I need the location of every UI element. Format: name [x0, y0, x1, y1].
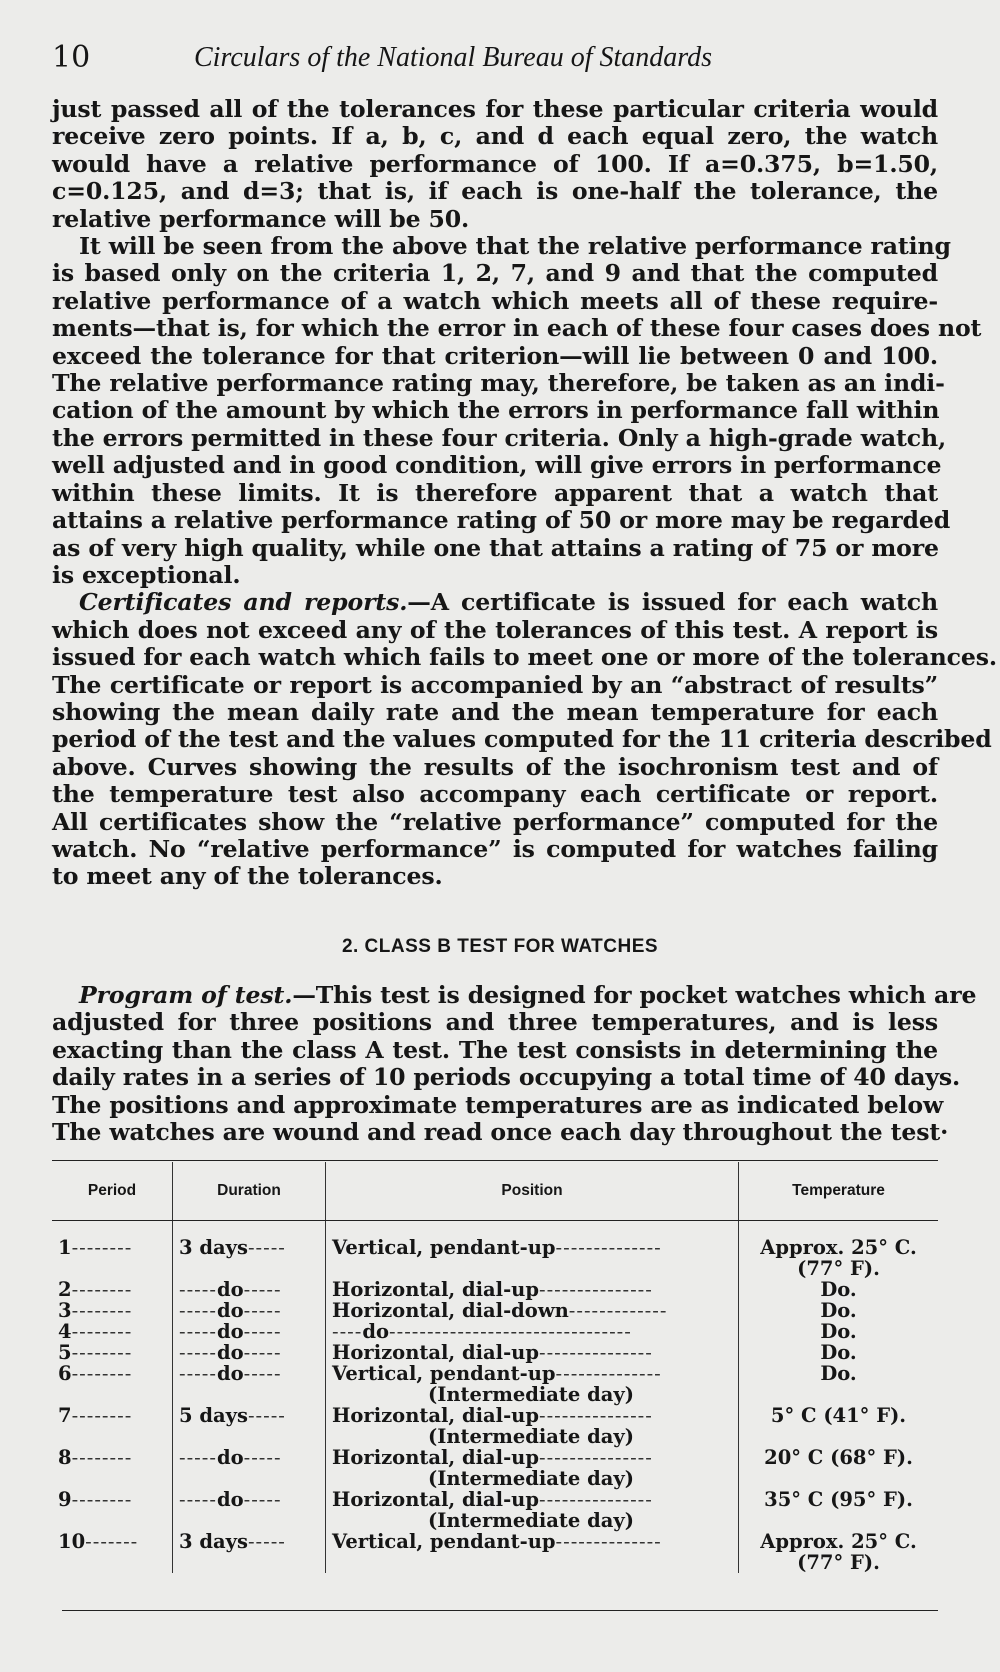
text-line: exacting than the class A test. The test consists in determining the [52, 1035, 938, 1064]
table-row [52, 1531, 938, 1573]
position-line [332, 1530, 662, 1553]
dot-leader: ----- [179, 1341, 217, 1364]
position-value: Horizontal, dial-up [332, 1278, 539, 1301]
dot-leader: ----- [179, 1299, 217, 1322]
duration-value: 3 days [179, 1236, 248, 1259]
dot-leader: ----- [179, 1362, 217, 1385]
dot-leader: ----- [243, 1341, 282, 1364]
table-row [52, 1489, 938, 1531]
col-header-duration: Duration [173, 1162, 326, 1221]
text-line: showing the mean daily rate and the mean temperature for each [52, 697, 938, 726]
period-value: 3 [58, 1299, 72, 1322]
position-line [332, 1299, 667, 1322]
temperature-value: 20° C (68° F). [764, 1446, 913, 1469]
cell-duration [173, 1489, 326, 1531]
temperature-value: Do. [820, 1320, 857, 1343]
cell-position [326, 1363, 739, 1405]
cell-position [326, 1489, 739, 1531]
cell-duration [173, 1321, 326, 1342]
cell-temperature [739, 1279, 939, 1300]
text-line: issued for each watch which fails to meet one or more of the tolerances. [52, 643, 997, 672]
period-value: 2 [58, 1278, 72, 1301]
temperature-value: Approx. 25° C. [760, 1530, 917, 1553]
page-number: 10 [52, 40, 91, 75]
running-title: Circulars of the National Bureau of Standards [194, 42, 713, 73]
position-line [332, 1404, 653, 1427]
text-line: relative performance will be 50. [52, 204, 470, 233]
cell-temperature [739, 1342, 939, 1363]
dot-leader: ----- [179, 1446, 217, 1469]
table-row [52, 1342, 938, 1363]
dot-leader: -------- [71, 1488, 133, 1511]
period-value: 5 [58, 1341, 72, 1364]
text-line: receive zero points. If a, b, c, and d each equal zero, the watch [52, 122, 938, 151]
paragraph-program [52, 981, 977, 1147]
text-line: within these limits. It is therefore apparent that a watch that [52, 478, 938, 507]
dot-leader: -------- [71, 1299, 133, 1322]
dot-leader: --------------- [539, 1488, 653, 1511]
position-value: Horizontal, dial-down [332, 1299, 569, 1322]
text-line: ments—that is, for which the error in each of these four cases does not [52, 314, 982, 343]
dot-leader: --------------- [539, 1404, 653, 1427]
dot-leader: -------- [71, 1404, 133, 1427]
dot-leader: -------- [71, 1278, 133, 1301]
period-value: 6 [58, 1362, 72, 1385]
text-line: The certificate or report is accompanied by an “abstract of results” [52, 670, 938, 699]
position-value: do [362, 1320, 390, 1343]
position-value: Vertical, pendant-up [332, 1236, 556, 1259]
dot-leader: --------------- [539, 1278, 653, 1301]
duration-value: do [216, 1488, 244, 1511]
temperature-value: Do. [820, 1278, 857, 1301]
cell-temperature [739, 1321, 939, 1342]
table-row [52, 1321, 938, 1342]
dot-leader: ----- [243, 1320, 282, 1343]
text-line: The relative performance rating may, therefore, be taken as an indi- [52, 369, 945, 398]
cell-position [326, 1447, 739, 1489]
period-value: 4 [58, 1320, 72, 1343]
dot-leader: -------------- [555, 1362, 662, 1385]
dot-leader: ----- [243, 1362, 282, 1385]
table-row [52, 1300, 938, 1321]
cell-duration [173, 1363, 326, 1405]
dot-leader: ----- [243, 1488, 282, 1511]
cell-position [326, 1321, 739, 1342]
text-line: exceed the tolerance for that criterion—will lie between 0 and 100. [52, 341, 938, 370]
cell-position [326, 1531, 739, 1573]
program-text [52, 981, 977, 1147]
period-value: 7 [58, 1404, 72, 1427]
position-value: Horizontal, dial-up [332, 1341, 539, 1364]
duration-value: do [216, 1362, 244, 1385]
dot-leader: -------------- [555, 1530, 662, 1553]
cell-period [52, 1221, 173, 1280]
dot-leader: -------- [71, 1362, 133, 1385]
dot-leader: ----- [247, 1404, 286, 1427]
col-header-temperature: Temperature [739, 1162, 939, 1221]
table-row [52, 1279, 938, 1300]
duration-value: do [216, 1278, 244, 1301]
dot-leader: -------- [71, 1341, 133, 1364]
period-value: 9 [58, 1488, 72, 1511]
col-header-position: Position [326, 1162, 739, 1221]
position-value: Horizontal, dial-up [332, 1404, 539, 1427]
text-line: attains a relative performance rating of 50 or more may be regarded [52, 506, 951, 535]
temperature-value: Do. [820, 1341, 857, 1364]
cell-period [52, 1405, 173, 1447]
text-line: is based only on the criteria 1, 2, 7, and 9 and that the computed [52, 259, 938, 288]
dot-leader: ----- [179, 1278, 217, 1301]
position-line [332, 1320, 632, 1343]
table-row [52, 1447, 938, 1489]
duration-value: 3 days [179, 1530, 248, 1553]
cell-period [52, 1531, 173, 1573]
position-line [332, 1488, 653, 1511]
text-line: just passed all of the tolerances for these particular criteria would [52, 95, 938, 123]
dot-leader: ----- [243, 1278, 282, 1301]
text-line: c=0.125, and d=3; that is, if each is one-half the tolerance, the [52, 177, 938, 206]
section-heading: 2. CLASS B TEST FOR WATCHES [341, 936, 659, 957]
period-value: 10 [58, 1530, 86, 1553]
table-row [52, 1405, 938, 1447]
dot-leader: ---- [332, 1320, 363, 1343]
text-line: which does not exceed any of the tolerances of this test. A report is [52, 615, 938, 644]
schedule-table [52, 1162, 938, 1573]
cell-temperature [739, 1363, 939, 1405]
cell-position [326, 1300, 739, 1321]
position-value: Vertical, pendant-up [332, 1530, 556, 1553]
dot-leader: --------------- [539, 1341, 653, 1364]
temperature-value: 5° C (41° F). [770, 1404, 907, 1427]
temperature-fahrenheit: (77° F). [797, 1257, 880, 1280]
position-note: (Intermediate day) [428, 1425, 634, 1448]
cell-period [52, 1342, 173, 1363]
cell-duration [173, 1221, 326, 1280]
text-line: The watches are wound and read once each day throughout the test· [52, 1118, 949, 1147]
dot-leader: -------- [71, 1446, 133, 1469]
cell-temperature [739, 1300, 939, 1321]
cell-period [52, 1279, 173, 1300]
table-bottom-rule [62, 1610, 938, 1611]
text-line: above. Curves showing the results of the isochronism test and of [52, 752, 938, 781]
dot-leader: -------- [71, 1320, 133, 1343]
cell-temperature [739, 1447, 939, 1489]
text-line: watch. No “relative performance” is computed for watches failing [52, 834, 938, 863]
text-line: cation of the amount by which the errors in performance fall within [52, 396, 940, 425]
text-line: period of the test and the values computed for the 11 criteria described [52, 725, 992, 754]
text-line: All certificates show the “relative performance” computed for the [52, 807, 938, 836]
duration-value: 5 days [179, 1404, 248, 1427]
dot-leader: ------------- [568, 1299, 668, 1322]
dot-leader: -------- [71, 1236, 133, 1259]
text-line: It will be seen from the above that the relative performance rating [79, 232, 951, 261]
text-line: The positions and approximate temperatures are as indicated below [52, 1090, 944, 1119]
table-top-rule [52, 1160, 938, 1161]
period-value: 1 [58, 1236, 72, 1259]
cell-temperature [739, 1531, 939, 1573]
dot-leader: ----- [243, 1446, 282, 1469]
text-line: Program of test.—This test is designed for pocket watches which are [79, 981, 977, 1009]
run-in-heading: Program of test. [79, 981, 293, 1009]
paragraph-2 [52, 232, 982, 589]
position-note: (Intermediate day) [428, 1467, 634, 1490]
dot-leader: ----- [243, 1299, 282, 1322]
temperature-value: Approx. 25° C. [760, 1236, 917, 1259]
text-line: well adjusted and in good condition, will give errors in performance [52, 451, 942, 480]
duration-value: do [216, 1341, 244, 1364]
cell-period [52, 1489, 173, 1531]
cell-position [326, 1221, 739, 1280]
position-note: (Intermediate day) [428, 1383, 634, 1406]
text-line: daily rates in a series of 10 periods occupying a total time of 40 days. [52, 1063, 961, 1092]
table-row [52, 1363, 938, 1405]
text-line: as of very high quality, while one that attains a rating of 75 or more [52, 533, 939, 562]
paragraph-1 [52, 96, 938, 233]
dot-leader: --------------- [539, 1446, 653, 1469]
dot-leader: ----- [247, 1530, 286, 1553]
text-line: adjusted for three positions and three temperatures, and is less [52, 1008, 938, 1037]
dot-leader: ----- [179, 1320, 217, 1343]
position-value: Vertical, pendant-up [332, 1362, 556, 1385]
position-value: Horizontal, dial-up [332, 1488, 539, 1511]
dot-leader: ----- [179, 1488, 217, 1511]
position-line [332, 1236, 662, 1259]
cell-duration [173, 1300, 326, 1321]
cell-temperature [739, 1405, 939, 1447]
temperature-value: Do. [820, 1299, 857, 1322]
duration-value: do [216, 1446, 244, 1469]
cell-period [52, 1300, 173, 1321]
dot-leader: -------------- [555, 1236, 662, 1259]
cell-period [52, 1321, 173, 1342]
cell-duration [173, 1342, 326, 1363]
run-in-heading: Certificates and reports. [79, 588, 408, 617]
paragraph-certificates [52, 588, 997, 891]
duration-value: do [216, 1320, 244, 1343]
page-header [52, 40, 938, 80]
cell-position [326, 1342, 739, 1363]
cell-temperature [739, 1221, 939, 1280]
position-value: Horizontal, dial-up [332, 1446, 539, 1469]
dot-leader: -------------------------------- [389, 1320, 632, 1343]
col-header-period: Period [52, 1162, 173, 1221]
text-line: the temperature test also accompany each certificate or report. [52, 780, 938, 809]
text-line: Certificates and reports.—A certificate is issued for each watch [79, 588, 938, 617]
text-line: is exceptional. [52, 560, 241, 589]
text-line: would have a relative performance of 100. If a=0.375, b=1.50, [52, 149, 938, 178]
temperature-value: Do. [820, 1362, 857, 1385]
position-line [332, 1362, 662, 1385]
cell-duration [173, 1405, 326, 1447]
table-header-row [52, 1162, 938, 1221]
cell-position [326, 1405, 739, 1447]
duration-value: do [216, 1299, 244, 1322]
position-line [332, 1278, 653, 1301]
dot-leader: ------- [85, 1530, 139, 1553]
period-value: 8 [58, 1446, 72, 1469]
cell-temperature [739, 1489, 939, 1531]
temperature-value: 35° C (95° F). [764, 1488, 913, 1511]
cell-period [52, 1363, 173, 1405]
text-line: the errors permitted in these four criteria. Only a high-grade watch, [52, 423, 947, 452]
temperature-fahrenheit: (77° F). [797, 1551, 880, 1574]
text-line: to meet any of the tolerances. [52, 862, 443, 891]
position-line [332, 1446, 653, 1469]
position-note: (Intermediate day) [428, 1509, 634, 1532]
body-text [52, 95, 997, 891]
cell-position [326, 1279, 739, 1300]
table-row [52, 1221, 938, 1280]
cell-duration [173, 1279, 326, 1300]
cell-duration [173, 1531, 326, 1573]
position-line [332, 1341, 653, 1364]
cell-duration [173, 1447, 326, 1489]
cell-period [52, 1447, 173, 1489]
dot-leader: ----- [247, 1236, 286, 1259]
text-line: relative performance of a watch which meets all of these require- [52, 286, 938, 315]
